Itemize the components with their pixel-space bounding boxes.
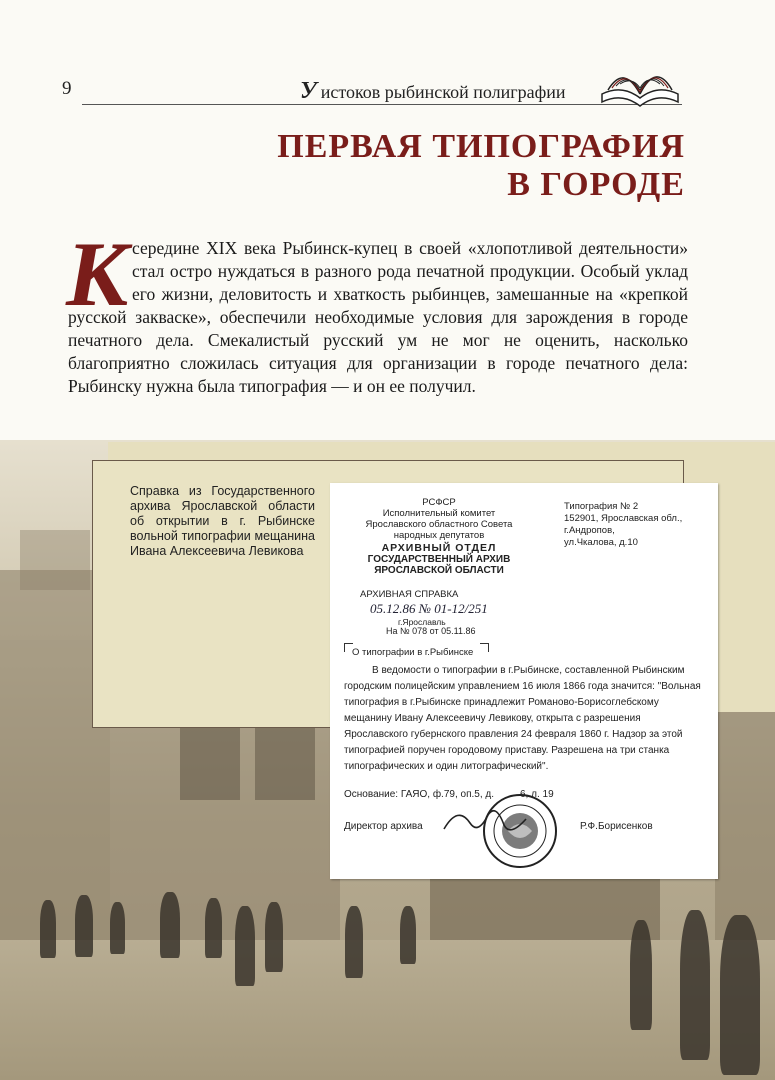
addressee-line: г.Андропов, — [564, 525, 615, 536]
certificate-reference: На № 078 от 05.11.86 — [386, 626, 476, 636]
certificate-subject: О типографии в г.Рыбинске — [352, 647, 474, 658]
intro-paragraph — [68, 237, 688, 398]
issuer-line: Ярославского областного Совета — [365, 519, 513, 530]
addressee-block — [564, 501, 682, 549]
page-title — [277, 128, 685, 204]
addressee-line: Типография № 2 — [564, 501, 639, 512]
page-title-line-1: ПЕРВАЯ ТИПОГРАФИЯ — [277, 128, 685, 165]
page-title-line-2: В ГОРОДЕ — [507, 166, 685, 203]
addressee-line: 152901, Ярославская обл., — [564, 513, 683, 524]
page-number: 9 — [62, 78, 72, 99]
issuer-line: РСФСР — [422, 497, 456, 508]
archive-certificate — [330, 483, 718, 879]
running-header-text: истоков рыбинской полиграфии — [320, 82, 566, 102]
certificate-city: г.Ярославль — [398, 617, 446, 627]
issuer-line: ЯРОСЛАВСКОЙ ОБЛАСТИ — [374, 565, 504, 576]
certificate-number: 05.12.86 № 01-12/251 — [370, 601, 488, 616]
issuer-line: Исполнительный комитет — [382, 508, 496, 519]
figure-caption: Справка из Государственного архива Ярославской области об открытии в г. Рыбинске вольной типографии мещанина Ивана Алексеевича Левикова — [130, 484, 315, 558]
signature-icon — [440, 801, 550, 841]
issuer-block — [344, 497, 534, 576]
certificate-label: АРХИВНАЯ СПРАВКА — [360, 589, 459, 600]
certificate-body: В ведомости о типографии в г.Рыбинске, составленной Рыбинским городским полицейским управлением 16 июля 1866 года значится: "Вольная типография в г.Рыбинске принадлежит Романово-Борисоглебскому мещанину Ивану Алексеевичу Левикову, открыта с разрешения Ярославского губернского правления 24 февраля 1860 г. Надзор за этой типографией поручен городовому приставу. Разрешена на три станка типографических и один литографический". — [344, 665, 701, 772]
drop-cap: К — [66, 223, 129, 325]
basis-text: Основание: ГАЯО, ф.79, оп.5, д. — [344, 789, 494, 800]
intro-text: середине XIX века Рыбинск-купец в своей «хлопотливой деятельности» стал остро нуждаться в разного рода печатной продукции. Особый уклад его жизни, деловитость и хваткость рыбинцев, замешанные на «крепкой русской закваске», обеспечили необходимые условия для зарождения в городе печатного дела. Смекалистый русский ум не мог не оценить, насколько благоприятно сложилась ситуация для организации в городе печатного дела: Рыбинску нужна была типография — и он ее получил. — [68, 238, 688, 396]
director-name: Р.Ф.Борисенков — [580, 821, 653, 832]
open-book-icon — [598, 54, 682, 108]
issuer-line: народных депутатов — [393, 530, 485, 541]
issuer-line: АРХИВНЫЙ ОТДЕЛ — [381, 542, 497, 554]
addressee-line: ул.Чкалова, д.10 — [564, 537, 638, 548]
running-header — [300, 78, 566, 105]
issuer-line: ГОСУДАРСТВЕННЫЙ АРХИВ — [367, 554, 511, 565]
corner-mark — [480, 643, 489, 652]
director-title: Директор архива — [344, 821, 423, 832]
running-header-initial: У — [300, 78, 317, 104]
basis-end: 6, л. 19 — [520, 789, 554, 800]
